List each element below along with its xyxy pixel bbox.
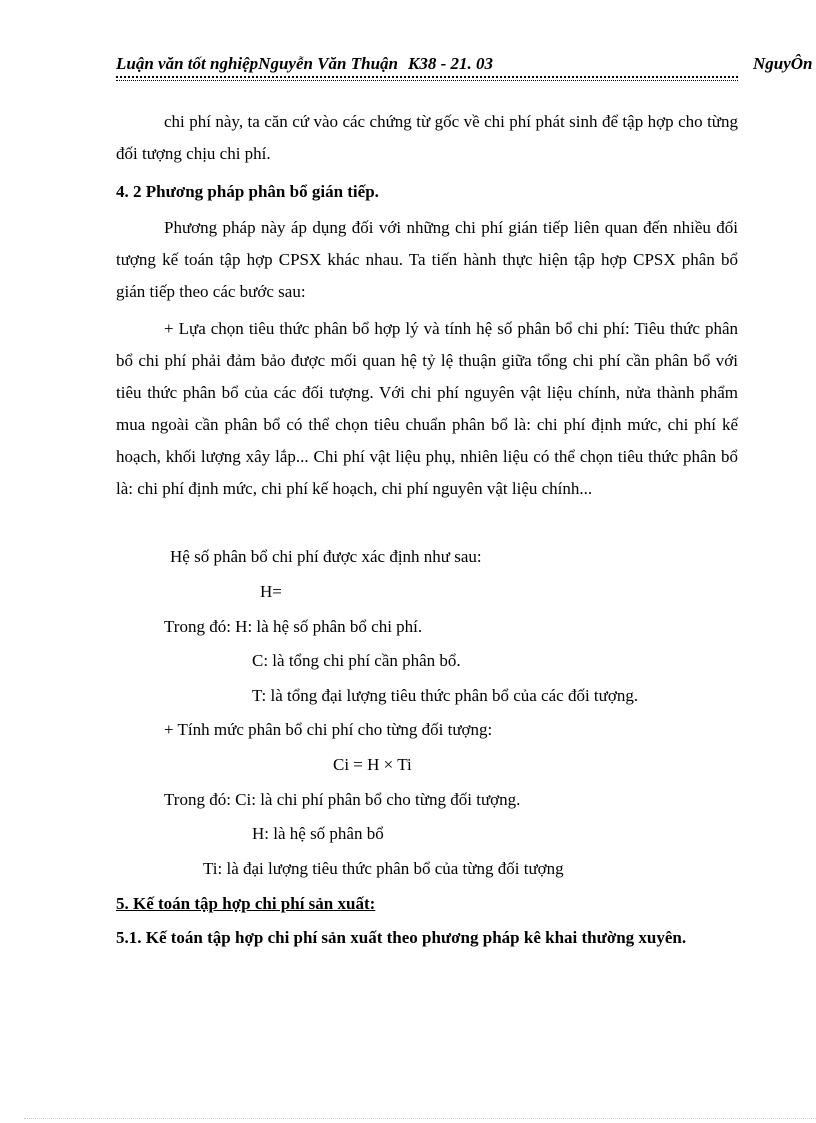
- header-divider: [116, 76, 738, 78]
- formula-h: H=: [260, 582, 282, 601]
- section-heading-4-2: 4. 2 Phương pháp phân bổ gián tiếp.: [116, 182, 379, 201]
- section-heading-5-1: 5.1. Kế toán tập hợp chi phí sản xuất theo phương pháp kê khai thường xuyên.: [116, 928, 687, 947]
- where-h2: H: là hệ số phân bổ: [252, 824, 384, 843]
- section-heading-5: 5. Kế toán tập hợp chi phí sản xuất:: [116, 894, 376, 913]
- where-t: T: là tổng đại lượng tiêu thức phân bổ của các đối tượng.: [252, 686, 639, 705]
- where-ti: Ti: là đại lượng tiêu thức phân bổ của từng đối tượng: [203, 859, 564, 878]
- paragraph-criteria: + Lựa chọn tiêu thức phân bổ hợp lý và tính hệ số phân bổ chi phí: Tiêu thức phân bổ chi phí phải đảm bảo được mối quan hệ tỷ lệ thuận giữa tổng chi phí cần phân bổ với tiêu thức phân bổ của các đối tượng. Với chi phí nguyên vật liệu chính, nửa thành phẩm mua ngoài cần phân bổ có thể chọn tiêu chuẩn phân bổ là: chi phí định mức, chi phí kế hoạch, khối lượng xây lắp... Chi phí vật liệu phụ, nhiên liệu có thể chọn tiêu thức phân bổ là: chi phí định mức, chi phí kế hoạch, chi phí nguyên vật liệu chính...: [116, 319, 738, 498]
- where-h: Trong đó: H: là hệ số phân bổ chi phí.: [164, 617, 423, 636]
- paragraph-method: Phương pháp này áp dụng đối với những chi phí gián tiếp liên quan đến nhiều đối tượng kế toán tập hợp CPSX khác nhau. Ta tiến hành thực hiện tập hợp CPSX phân bổ gián tiếp theo các bước sau:: [116, 218, 738, 301]
- header-class-code: K38 - 21. 03: [408, 54, 493, 73]
- footer-divider: [24, 1118, 816, 1119]
- allocation-step: + Tính mức phân bổ chi phí cho từng đối tượng:: [164, 720, 493, 739]
- header-right-text: NguyÔn: [753, 54, 813, 73]
- header-divider-secondary: [116, 80, 738, 81]
- page-header: [116, 54, 816, 78]
- paragraph-intro: chi phí này, ta căn cứ vào các chứng từ gốc về chi phí phát sinh để tập hợp cho từng đối tượng chịu chi phí.: [116, 112, 738, 163]
- header-author: Luận văn tốt nghiệpNguyễn Văn Thuận: [116, 54, 398, 73]
- formula-ci: Ci = H × Ti: [333, 755, 412, 774]
- where-c: C: là tổng chi phí cần phân bổ.: [252, 651, 461, 670]
- where-ci: Trong đó: Ci: là chi phí phân bổ cho từng đối tượng.: [164, 790, 521, 809]
- header-title: [116, 54, 493, 74]
- coefficient-intro: Hệ số phân bổ chi phí được xác định như sau:: [170, 547, 482, 566]
